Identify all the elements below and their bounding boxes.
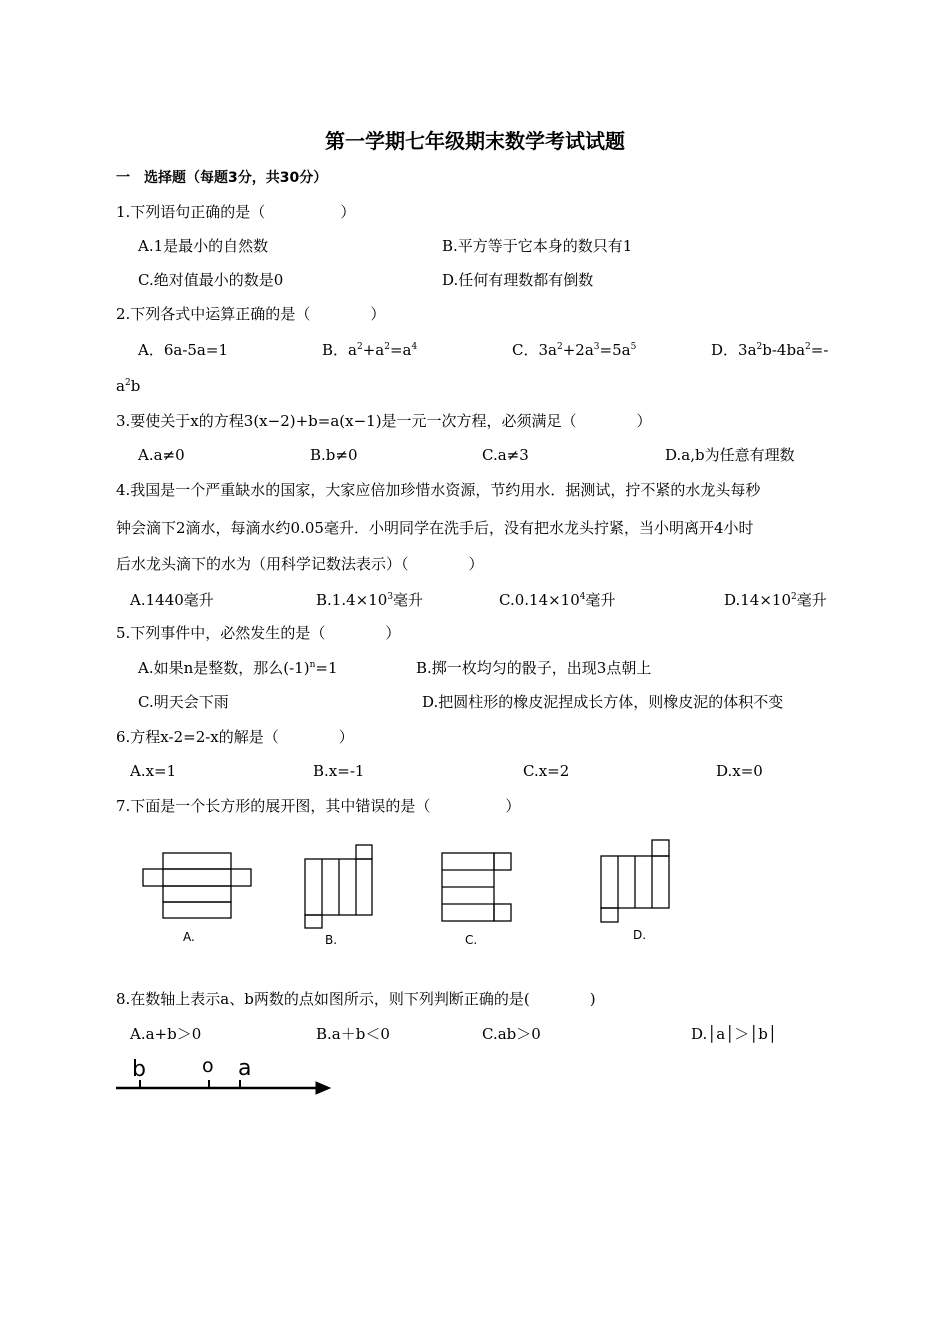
q8-option-a: A.a+b＞0 (130, 1025, 202, 1043)
q3-option-a: A.a≠0 (138, 446, 185, 464)
q4-option-a: A.1440毫升 (130, 591, 214, 609)
net-a-face-3 (163, 886, 231, 902)
section-heading: 一 选择题（每题3分，共30分） (116, 170, 328, 186)
q7-stem: 7.下面是一个长方形的展开图，其中错误的是（ ） (116, 797, 521, 815)
q3-option-d: D.a,b为任意有理数 (665, 446, 795, 464)
q4-option-c: $C.0.14\times 10^4$毫升 (499, 591, 616, 609)
q6-option-b: B.x=-1 (313, 762, 365, 780)
q5-option-c: C.明天会下雨 (138, 693, 229, 711)
net-b-bottom-flap (305, 915, 322, 928)
q2-option-b: B．$a^2+a^2=a^4$ (322, 341, 418, 359)
q4-option-b: $B.1.4\times 10^3$毫升 (316, 591, 424, 609)
q3-stem: 3.要使关于x的方程3(x−2)+b=a(x−1)是一元一次方程，必须满足（ ） (116, 412, 652, 430)
q8-stem: 8.在数轴上表示a、b两数的点如图所示，则下列判断正确的是( ) (116, 990, 596, 1008)
net-c-label: C. (465, 933, 478, 947)
q6-option-d: D.x=0 (716, 762, 763, 780)
axis-label-b: b (132, 1057, 146, 1082)
q4-stem-line-2: 钟会滴下2滴水，每滴水约0.05毫升．小明同学在洗手后，没有把水龙头拧紧，当小明离开4小时 (116, 519, 754, 537)
net-b-label: B. (325, 933, 338, 947)
q3-option-b: B.b≠0 (310, 446, 358, 464)
q1-stem: 1.下列语句正确的是（ ） (116, 203, 356, 221)
q8-option-b: B.a＋b＜0 (316, 1025, 390, 1043)
net-d-figure (597, 836, 677, 928)
q1-option-a: A.1是最小的自然数 (138, 237, 269, 255)
q3-option-c: C.a≠3 (482, 446, 529, 464)
q2-option-c: C．$3a^2+2a^3=5a^5$ (512, 341, 637, 359)
net-a-figure (140, 850, 260, 922)
q1-option-c: C.绝对值最小的数是0 (138, 271, 284, 289)
q6-option-a: A.x=1 (130, 762, 177, 780)
q1-option-d: D.任何有理数都有倒数 (442, 271, 594, 289)
axis-label-o: o (202, 1055, 214, 1077)
q6-option-c: C.x=2 (523, 762, 570, 780)
net-d-label: D. (633, 928, 647, 942)
q5-option-b: B.掷一枚均匀的骰子，出现3点朝上 (416, 659, 652, 677)
net-a-face-1 (163, 853, 231, 869)
q5-stem: 5.下列事件中，必然发生的是（ ） (116, 624, 401, 642)
q8-option-d: D.│a│＞│b│ (691, 1025, 777, 1043)
number-line-arrow (316, 1082, 330, 1094)
q8-option-c: C.ab＞0 (482, 1025, 541, 1043)
net-d-bottom-flap (601, 908, 618, 922)
q2-option-d: D．$3a^2b-4ba^2=-$ (711, 341, 829, 359)
q2-option-d-wrap: $a^2b$ (116, 377, 141, 395)
net-b-figure (300, 842, 380, 932)
net-a-middle-strip (143, 869, 251, 886)
net-b-top-flap (356, 845, 372, 859)
axis-label-a: a (238, 1056, 252, 1081)
q5-option-d: D.把圆柱形的橡皮泥捏成长方体，则橡皮泥的体积不变 (422, 693, 784, 711)
net-a-label: A. (183, 930, 195, 944)
net-c-figure (438, 850, 518, 926)
net-a-face-4 (163, 902, 231, 918)
q4-option-d: $D.14\times 10^2$毫升 (724, 591, 827, 609)
q5-option-a: A.如果n是整数，那么$(-1)^n=1$ (138, 659, 338, 677)
q2-stem: 2.下列各式中运算正确的是（ ） (116, 305, 386, 323)
net-c-top-flap (494, 853, 511, 870)
q1-option-b: B.平方等于它本身的数只有1 (442, 237, 633, 255)
q6-stem: 6.方程x-2=2-x的解是（ ） (116, 728, 354, 746)
q4-stem-line-3: 后水龙头滴下的水为（用科学记数法表示）（ ） (116, 555, 484, 573)
net-c-bottom-flap (494, 904, 511, 921)
q2-option-a: A．6a-5a=1 (138, 341, 228, 359)
net-d-top-flap (652, 840, 669, 856)
q4-stem-line-1: 4.我国是一个严重缺水的国家，大家应倍加珍惜水资源，节约用水．据测试，拧不紧的水龙头每秒 (116, 481, 761, 499)
page-title: 第一学期七年级期末数学考试试题 (325, 129, 625, 153)
